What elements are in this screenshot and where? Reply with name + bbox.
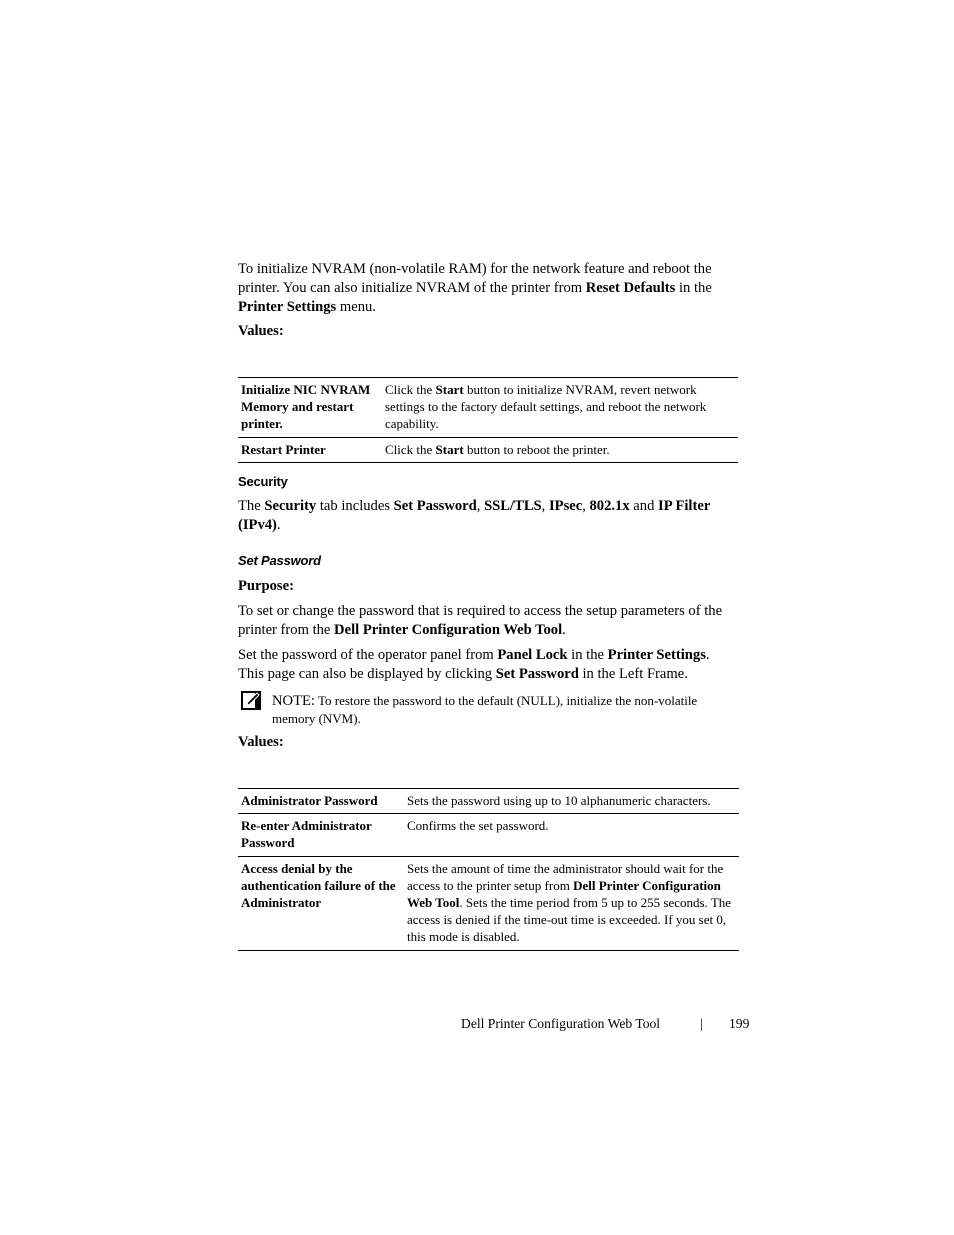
intro-paragraph: To initialize NVRAM (non-volatile RAM) for the network feature and reboot the printer. You can also initialize NVRAM of the printer from Reset Defaults in the Printer Settings menu. (238, 261, 712, 315)
footer-separator: | (700, 1016, 703, 1031)
table-cell-desc: Sets the amount of time the administrator should wait for the access to the printer setup from Dell Printer Configuration Web Tool. Sets the time period from 5 up to 255 seconds. The access is denied if the time-out time is exceeded. If you set 0, this mode is disabled. (407, 860, 732, 945)
table-cell-desc: Sets the password using up to 10 alphanumeric characters. (407, 793, 711, 808)
security-heading: Security (238, 474, 288, 489)
table-cell-desc: Click the Start button to initialize NVRAM, revert network settings to the factory default settings, and reboot the network capability. (385, 382, 707, 432)
table-row (238, 789, 739, 814)
table-row (238, 856, 739, 950)
table-row (238, 378, 738, 438)
values-label-1: Values: (238, 323, 284, 339)
table-cell-name: Administrator Password (241, 793, 378, 808)
table-row (238, 814, 739, 856)
table-cell-name: Re-enter Administrator Password (241, 818, 372, 851)
purpose-label: Purpose: (238, 578, 294, 594)
footer-title: Dell Printer Configuration Web Tool (461, 1016, 661, 1031)
table-cell-name: Restart Printer (241, 441, 326, 457)
purpose-paragraph: To set or change the password that is required to access the setup parameters of the printer from the Dell Printer Configuration Web Tool. (238, 603, 723, 638)
table-cell-name: Access denial by the authentication failure of the Administrator (241, 860, 396, 911)
security-paragraph: The Security tab includes Set Password, SSL/TLS, IPsec, 802.1x and IP Filter (IPv4). (238, 498, 711, 533)
table-cell-desc: Click the Start button to reboot the printer. (385, 441, 610, 457)
page-number: 199 (729, 1016, 750, 1031)
note-pencil-icon (241, 691, 261, 715)
nvram-values-table (238, 377, 738, 463)
table-row (238, 437, 738, 462)
table-cell-desc: Confirms the set password. (407, 818, 549, 834)
note-text: NOTE: To restore the password to the default (NULL), initialize the non-volatile memory (NVM). (272, 693, 698, 726)
panel-lock-paragraph: Set the password of the operator panel from Panel Lock in the Printer Settings. This page can also be displayed by clicking Set Password in the Left Frame. (238, 647, 710, 682)
table-cell-name: Initialize NIC NVRAM Memory and restart printer. (241, 382, 371, 432)
values-label-2: Values: (238, 734, 284, 750)
set-password-heading: Set Password (238, 553, 321, 568)
password-values-table (238, 788, 739, 951)
